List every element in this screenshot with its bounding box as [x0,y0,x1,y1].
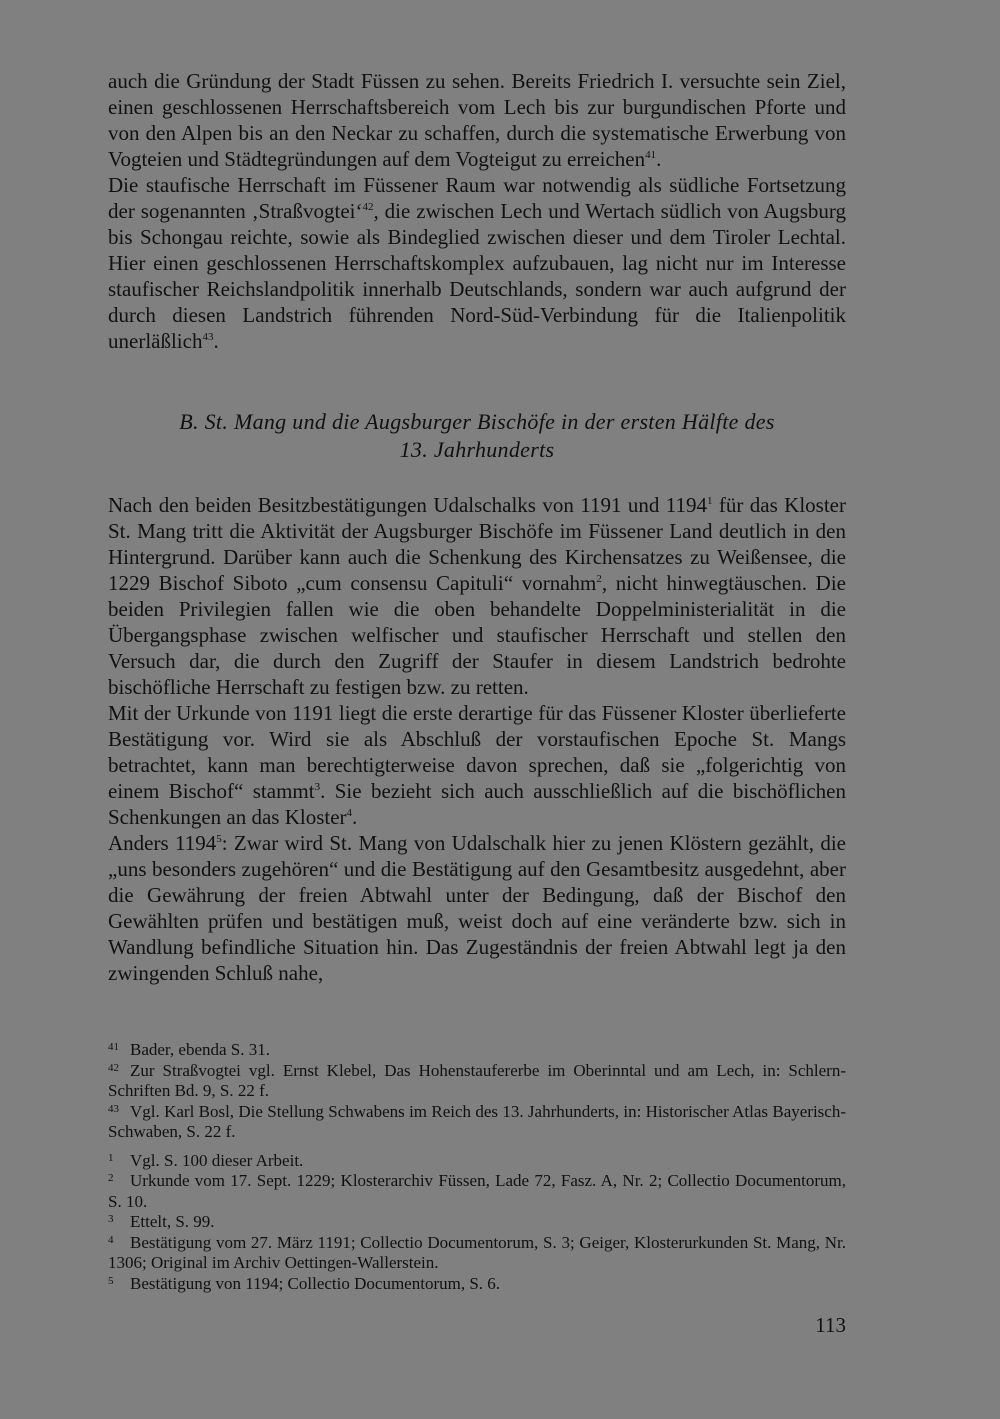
paragraph-text: Mit der Urkunde von 1191 liegt die erste derartige für das Füssener Kloster überlieferte Bestätigung vor. Wird sie als Abschluß der vorstaufischen Epoche St. Mangs betrachtet, kann man berechtigterweise davon sprechen, daß sie „folgerichtig von einem Bischof“ stammt [108,701,846,803]
footnote-number: 2 [108,1172,114,1184]
paragraph-text: Nach den beiden Besitzbestätigungen Udalschalks von 1191 und 1194 [108,493,707,517]
footnote-ref[interactable]: 1 [707,495,713,507]
page-number: 113 [815,1313,846,1337]
footnote-item [108,1274,846,1295]
paragraph-text: , nicht hinwegtäuschen. Die beiden Privilegien fallen wie die oben behandelte Doppelministerialität in die Übergangsphase zwischen welfischer und staufischer Herrschaft und stellen den Versuch dar, die durch den Zugriff der Staufer in diesem Landstrich bedrohte bischöfliche Herrschaft zu festigen bzw. zu retten. [108,571,846,699]
paragraph-besitzbestaetigungen [108,492,846,700]
footnote-item [108,1102,846,1143]
paragraph-text: . [352,805,358,829]
paragraph-text: : Zwar wird St. Mang von Udalschalk hier zu jenen Klöstern gezählt, die „uns besonders zugehören“ und die Bestätigung auf den Gesamtbesitz ausgedehnt, aber die Gewährung der freien Abtwahl unter der Bedingung, daß der Bischof den Gewählten prüfen und bestätigen muß, weist doch auf eine veränderte bzw. sich in Wandlung befindliche Situation hin. Das Zugeständnis der freien Abtwahl legt ja den zwingenden Schluß nahe, [108,831,846,985]
footnote-number: 3 [108,1213,114,1225]
section-heading-line: 13. Jahrhunderts [399,437,555,462]
footnote-ref[interactable]: 4 [346,807,353,819]
footnote-number: 5 [108,1274,114,1287]
footnote-item [108,1061,846,1102]
footnote-item [108,1151,846,1172]
footnote-item [108,1171,846,1212]
footnote-text: Bestätigung vom 27. März 1191; Collectio Documentorum, S. 3; Geiger, Klosterurkunden St. Mang, Nr. 1306; Original im Archiv Oettingen-Wallerstein. [108,1232,846,1272]
paragraph-text: Anders 1194 [108,831,217,855]
paragraph-anders-1194 [108,830,846,986]
footnote-item [108,1233,846,1274]
footnote-number: 41 [108,1041,119,1053]
footnote-number: 42 [108,1061,119,1074]
paragraph-text: . [656,147,662,171]
section-heading-line: B. St. Mang und die Augsburger Bischöfe in der ersten Hälfte des [179,409,775,434]
footnote-text: Bader, ebenda S. 31. [130,1040,271,1059]
footnote-ref[interactable]: 2 [596,573,602,585]
footnote-text: Ettelt, S. 99. [130,1212,215,1231]
footnote-number: 4 [108,1233,114,1246]
footnotes [108,1040,846,1294]
paragraph-text: , die zwischen Lech und Wertach südlich von Augsburg bis Schongau reichte, sowie als Bindeglied zwischen dieser und dem Tiroler Lechtal. Hier einen geschlossenen Herrschaftskomplex aufzubauen, lag nicht nur im Interesse staufischer Reichslandpolitik innerhalb Deutschlands, sondern war auch aufgrund der durch diesen Landstrich führenden Nord-Süd-Verbindung für die Italienpolitik unerläßlich [108,199,846,353]
footnote-ref[interactable]: 5 [216,833,222,845]
paragraph-text: für das Kloster St. Mang tritt die Aktivität der Augsburger Bischöfe im Füssener Land deutlich in den Hintergrund. Darüber kann auch die Schenkung des Kirchensatzes zu Weißensee, die 1229 Bischof Siboto „cum consensu Capituli“ vornahm [108,493,846,595]
footnote-ref[interactable]: 43 [202,331,214,343]
footnote-text: Zur Straßvogtei vgl. Ernst Klebel, Das Hohenstaufererbe im Oberinntal und am Lech, in: Schlern-Schriften Bd. 9, S. 22 f. [108,1060,846,1100]
document-page [108,68,846,1368]
paragraph-text: . Sie bezieht sich auch ausschließlich auf die bischöflichen Schenkungen an das Kloster [108,779,846,829]
paragraph-staufische-herrschaft [108,172,846,354]
footnote-text: Vgl. Karl Bosl, Die Stellung Schwabens im Reich des 13. Jahrhunderts, in: Historischer Atlas Bayerisch-Schwaben, S. 22 f. [108,1101,846,1141]
footnote-text: Urkunde vom 17. Sept. 1229; Klosterarchiv Füssen, Lade 72, Fasz. A, Nr. 2; Collectio Documentorum, S. 10. [108,1171,846,1211]
paragraph-text: . [213,329,219,353]
footnote-item [108,1040,846,1061]
paragraph-urkunde-1191 [108,700,846,830]
paragraph-continuation [108,68,846,172]
footnote-text: Vgl. S. 100 dieser Arbeit. [130,1150,304,1170]
footnote-ref[interactable]: 3 [314,781,321,793]
footnote-group-gap [108,1143,846,1151]
section-heading [108,408,846,464]
footnote-number: 1 [108,1151,114,1164]
footnote-number: 43 [108,1102,119,1115]
footnote-ref[interactable]: 42 [362,201,374,213]
paragraph-text: Die staufische Herrschaft im Füssener Raum war notwendig als südliche Fortsetzung der sogenannten ‚Straßvogtei‘ [108,173,846,223]
footnote-item [108,1212,846,1233]
footnote-ref[interactable]: 41 [645,149,657,161]
paragraph-text: auch die Gründung der Stadt Füssen zu sehen. Bereits Friedrich I. versuchte sein Ziel, einen geschlossenen Herrschaftsbereich vom Lech bis zur burgundischen Pforte und von den Alpen bis an den Neckar zu schaffen, durch die systematische Erwerbung von Vogteien und Städtegründungen auf dem Vogteigut zu erreichen [108,69,846,171]
footnote-text: Bestätigung von 1194; Collectio Documentorum, S. 6. [130,1273,501,1293]
